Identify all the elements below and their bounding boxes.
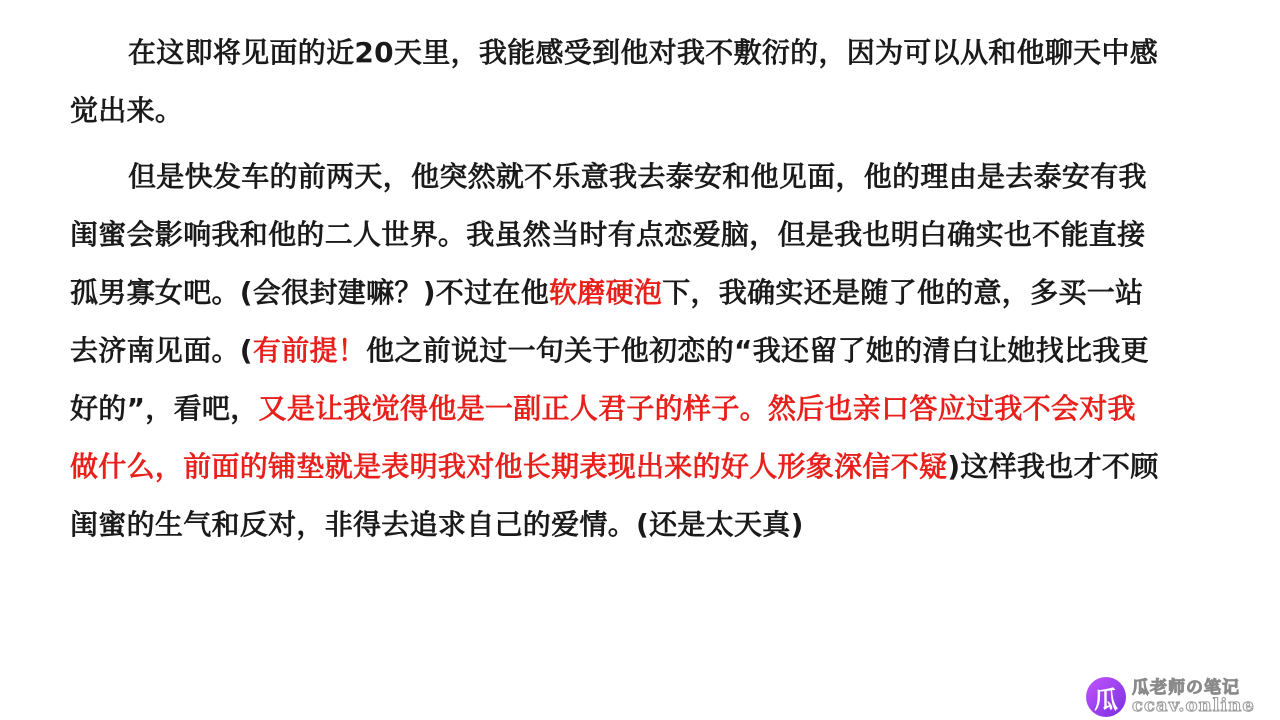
text-segment: 在这即将见面的近20天里，我能感受到他对我不敷衍的，因为可以从和他聊天中感觉出来。 [70, 36, 1159, 127]
watermark-text [1132, 679, 1255, 715]
highlight-text: 又是让我觉得他是一副正人君子的样子。然后也亲口答应过我不会对我做什么，前面的铺垫就是表明我对他长期表现出来的好人形象深信不疑 [70, 392, 1136, 483]
watermark-logo-icon: 瓜 [1086, 677, 1126, 717]
text-segment: 但是快发车的前两天，他突然就不乐意我去泰安和他见面，他的理由是去泰安有我闺蜜会影响我和他的二人世界。我虽然当时有点恋爱脑，但是我也明白确实也不能直接孤男寡女吧。(会很封建嘛？)不过在他 [70, 160, 1147, 309]
document-body [70, 24, 1160, 554]
watermark-url: ccav.online [1132, 695, 1255, 716]
paragraph-2 [70, 148, 1160, 554]
highlight-text: 有前提！ [252, 334, 367, 367]
text-segment: )这样我也才不顾闺蜜的生气和反对，非得去追求自己的爱情。(还是太天真) [70, 450, 1159, 541]
watermark [1086, 676, 1272, 718]
watermark-title: 瓜老师の笔记 [1132, 678, 1240, 698]
text-segment: 下，我确实还是随了他的意，多买一站去济南见面。( [70, 276, 1144, 367]
paragraph-1 [70, 24, 1160, 140]
text-segment: 他之前说过一句关于他初恋的“我还留了她的清白让她找比我更好的”，看吧， [70, 334, 1149, 425]
highlight-text: 软磨硬泡 [549, 276, 663, 309]
